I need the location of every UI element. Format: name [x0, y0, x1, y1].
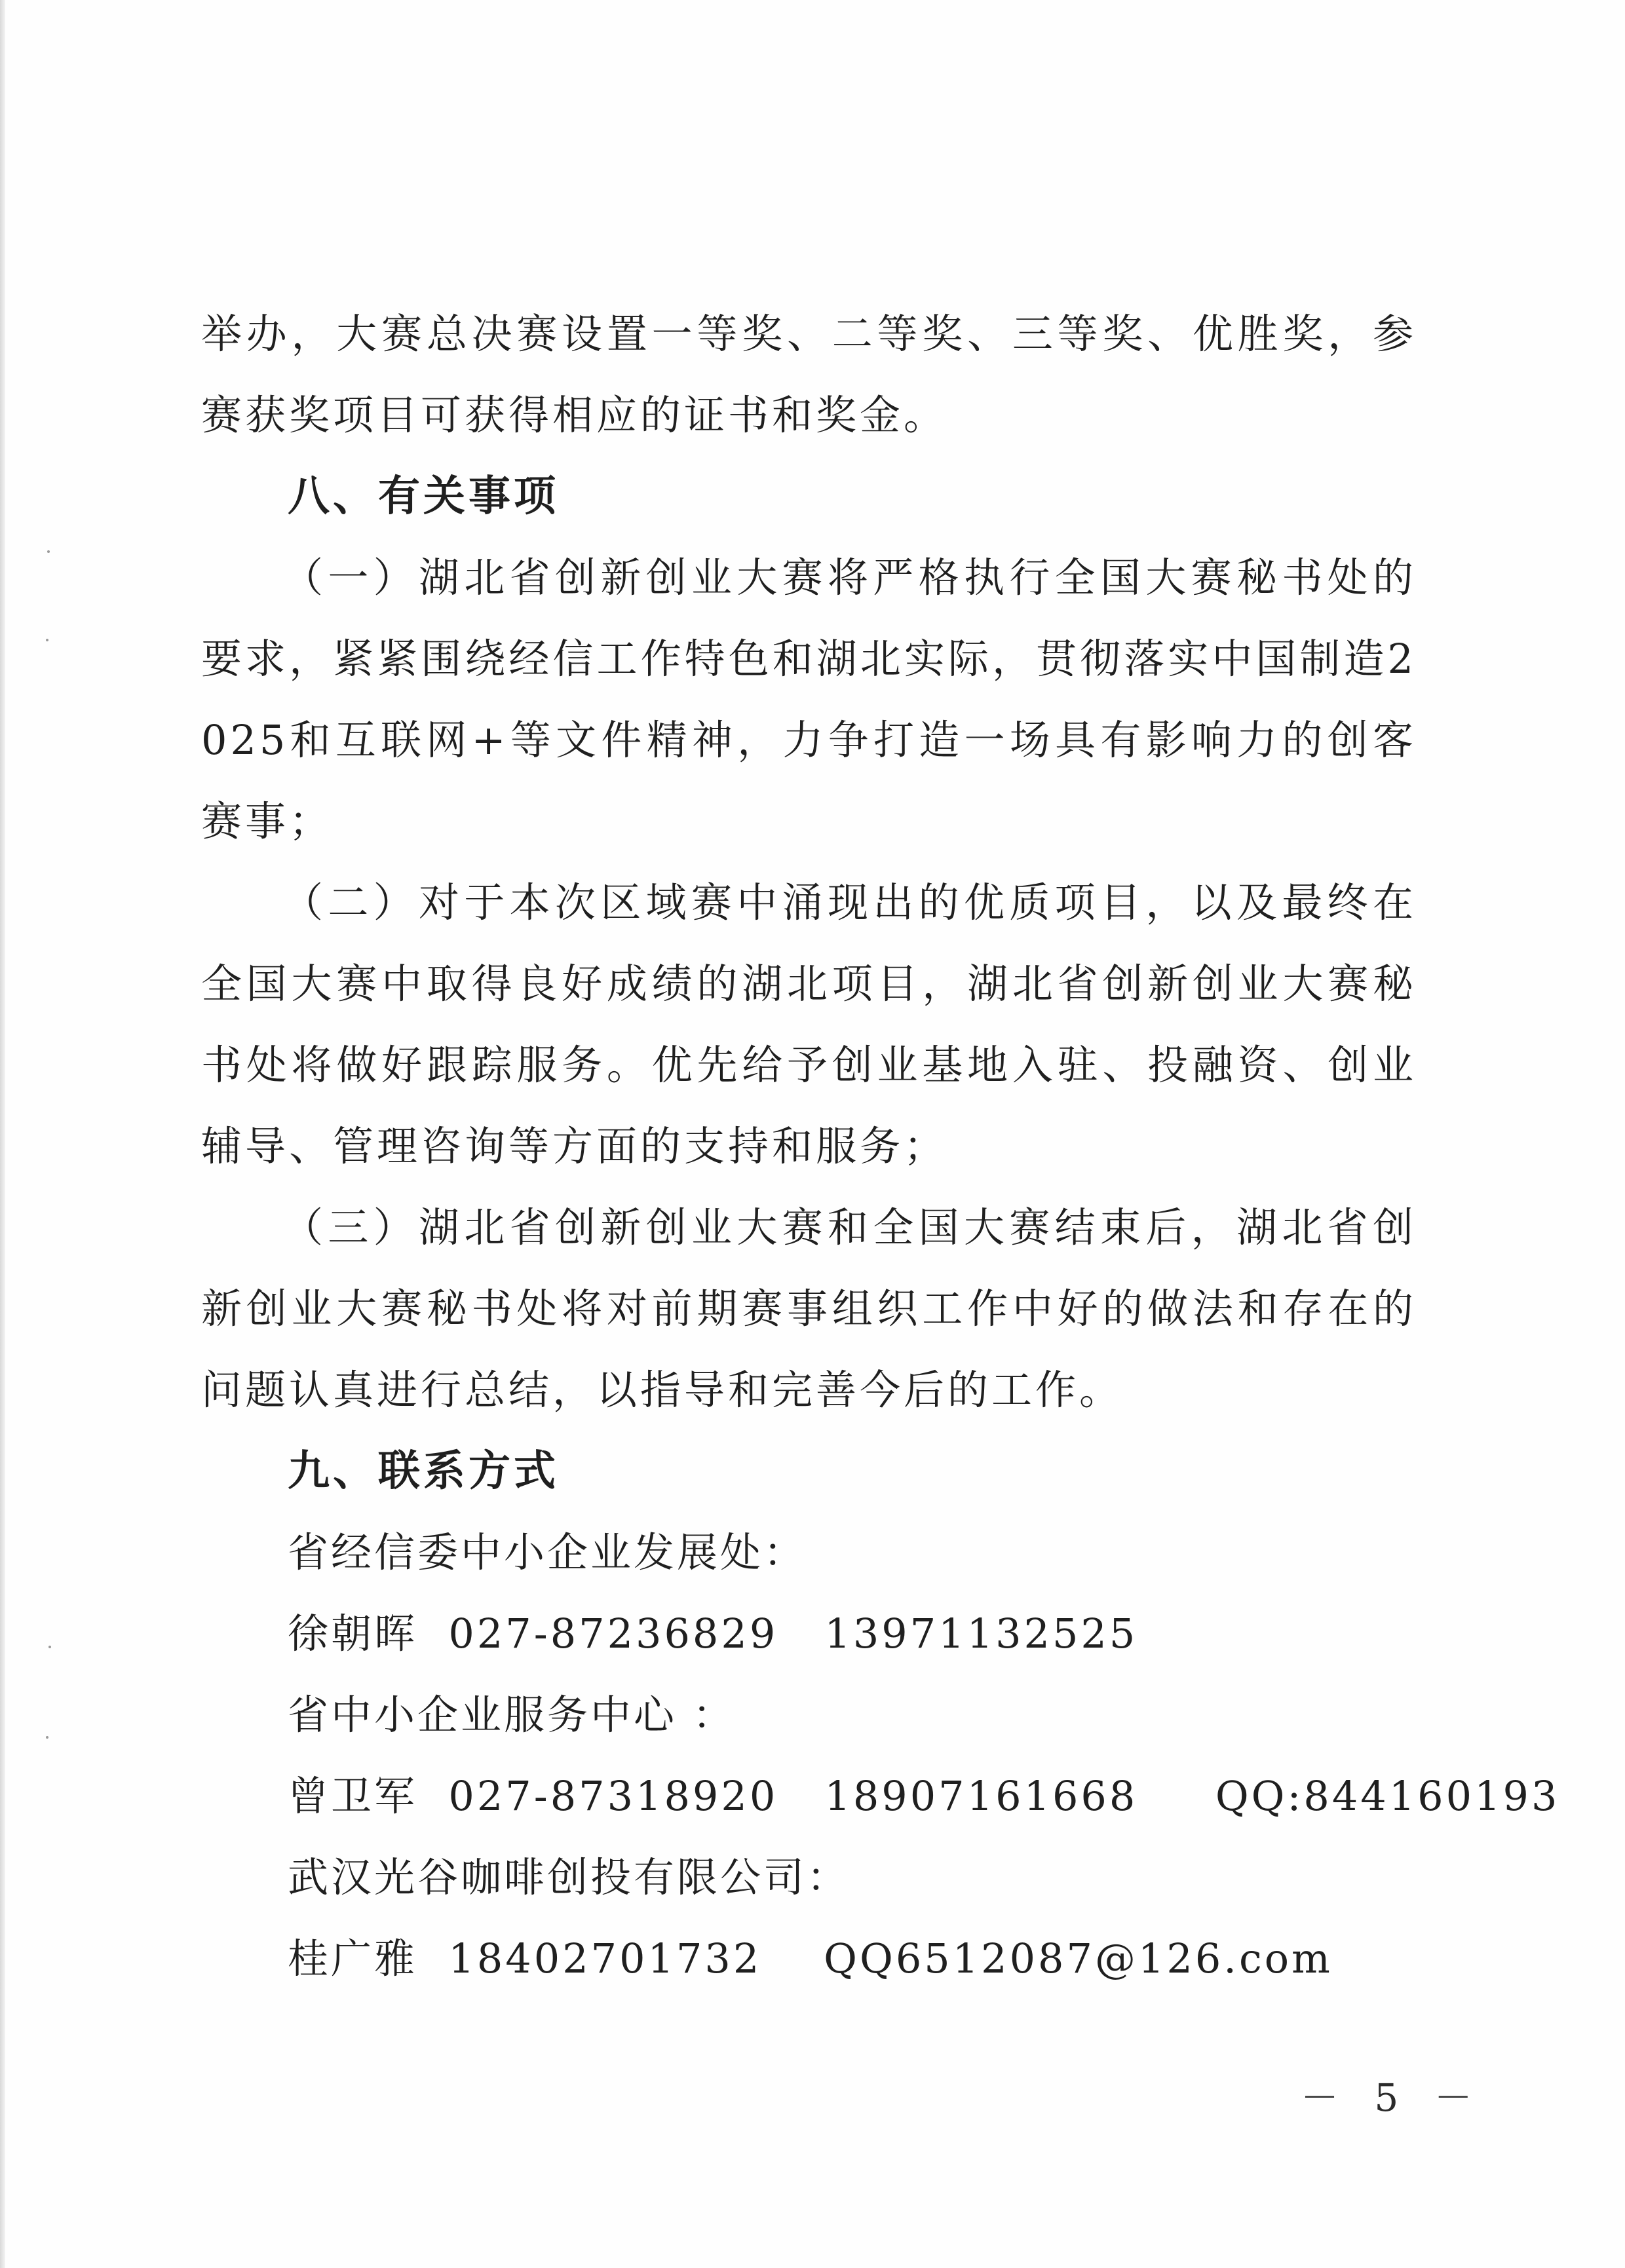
document-body	[201, 293, 1560, 1999]
section-heading-contacts: 九、联系方式	[288, 1447, 559, 1496]
contact-person-2: 曾卫军 027-87318920 18907161668 QQ:844160193	[288, 1772, 1560, 1820]
scan-speck	[46, 639, 48, 641]
contact-org-1: 省经信委中小企业发展处：	[288, 1528, 807, 1576]
scan-speck	[46, 1736, 48, 1739]
section-heading-matters: 八、有关事项	[288, 472, 559, 521]
matters-item-3: （三）湖北省创新创业大赛和全国大赛结束后，湖北省创新创业大赛秘书处将对前期赛事组织工作中好的做法和存在的问题认真进行总结，以指导和完善今后的工作。	[201, 1203, 1417, 1414]
page-number: － 5 －	[1301, 2075, 1484, 2120]
scan-left-edge	[0, 0, 5, 2268]
matters-item-1: （一）湖北省创新创业大赛将严格执行全国大赛秘书处的要求，紧紧围绕经信工作特色和湖北实际，贯彻落实中国制造2025和互联网+等文件精神，力争打造一场具有影响力的创客赛事；	[201, 554, 1417, 845]
contact-org-2: 省中小企业服务中心 ：	[288, 1691, 736, 1739]
scan-speck	[48, 1646, 51, 1648]
scan-speck	[47, 550, 50, 553]
contact-person-3: 桂广雅 18402701732 QQ6512087@126.com	[288, 1935, 1333, 1982]
paragraph-award: 举办，大赛总决赛设置一等奖、二等奖、三等奖、优胜奖，参赛获奖项目可获得相应的证书和奖金。	[201, 310, 1417, 439]
contact-person-1: 徐朝晖 027-87236829 13971132525	[288, 1610, 1138, 1657]
contact-org-3: 武汉光谷咖啡创投有限公司：	[288, 1853, 851, 1901]
matters-item-2: （二）对于本次区域赛中涌现出的优质项目，以及最终在全国大赛中取得良好成绩的湖北项目，湖北省创新创业大赛秘书处将做好跟踪服务。优先给予创业基地入驻、投融资、创业辅导、管理咨询等方面的支持和服务；	[201, 879, 1417, 1170]
